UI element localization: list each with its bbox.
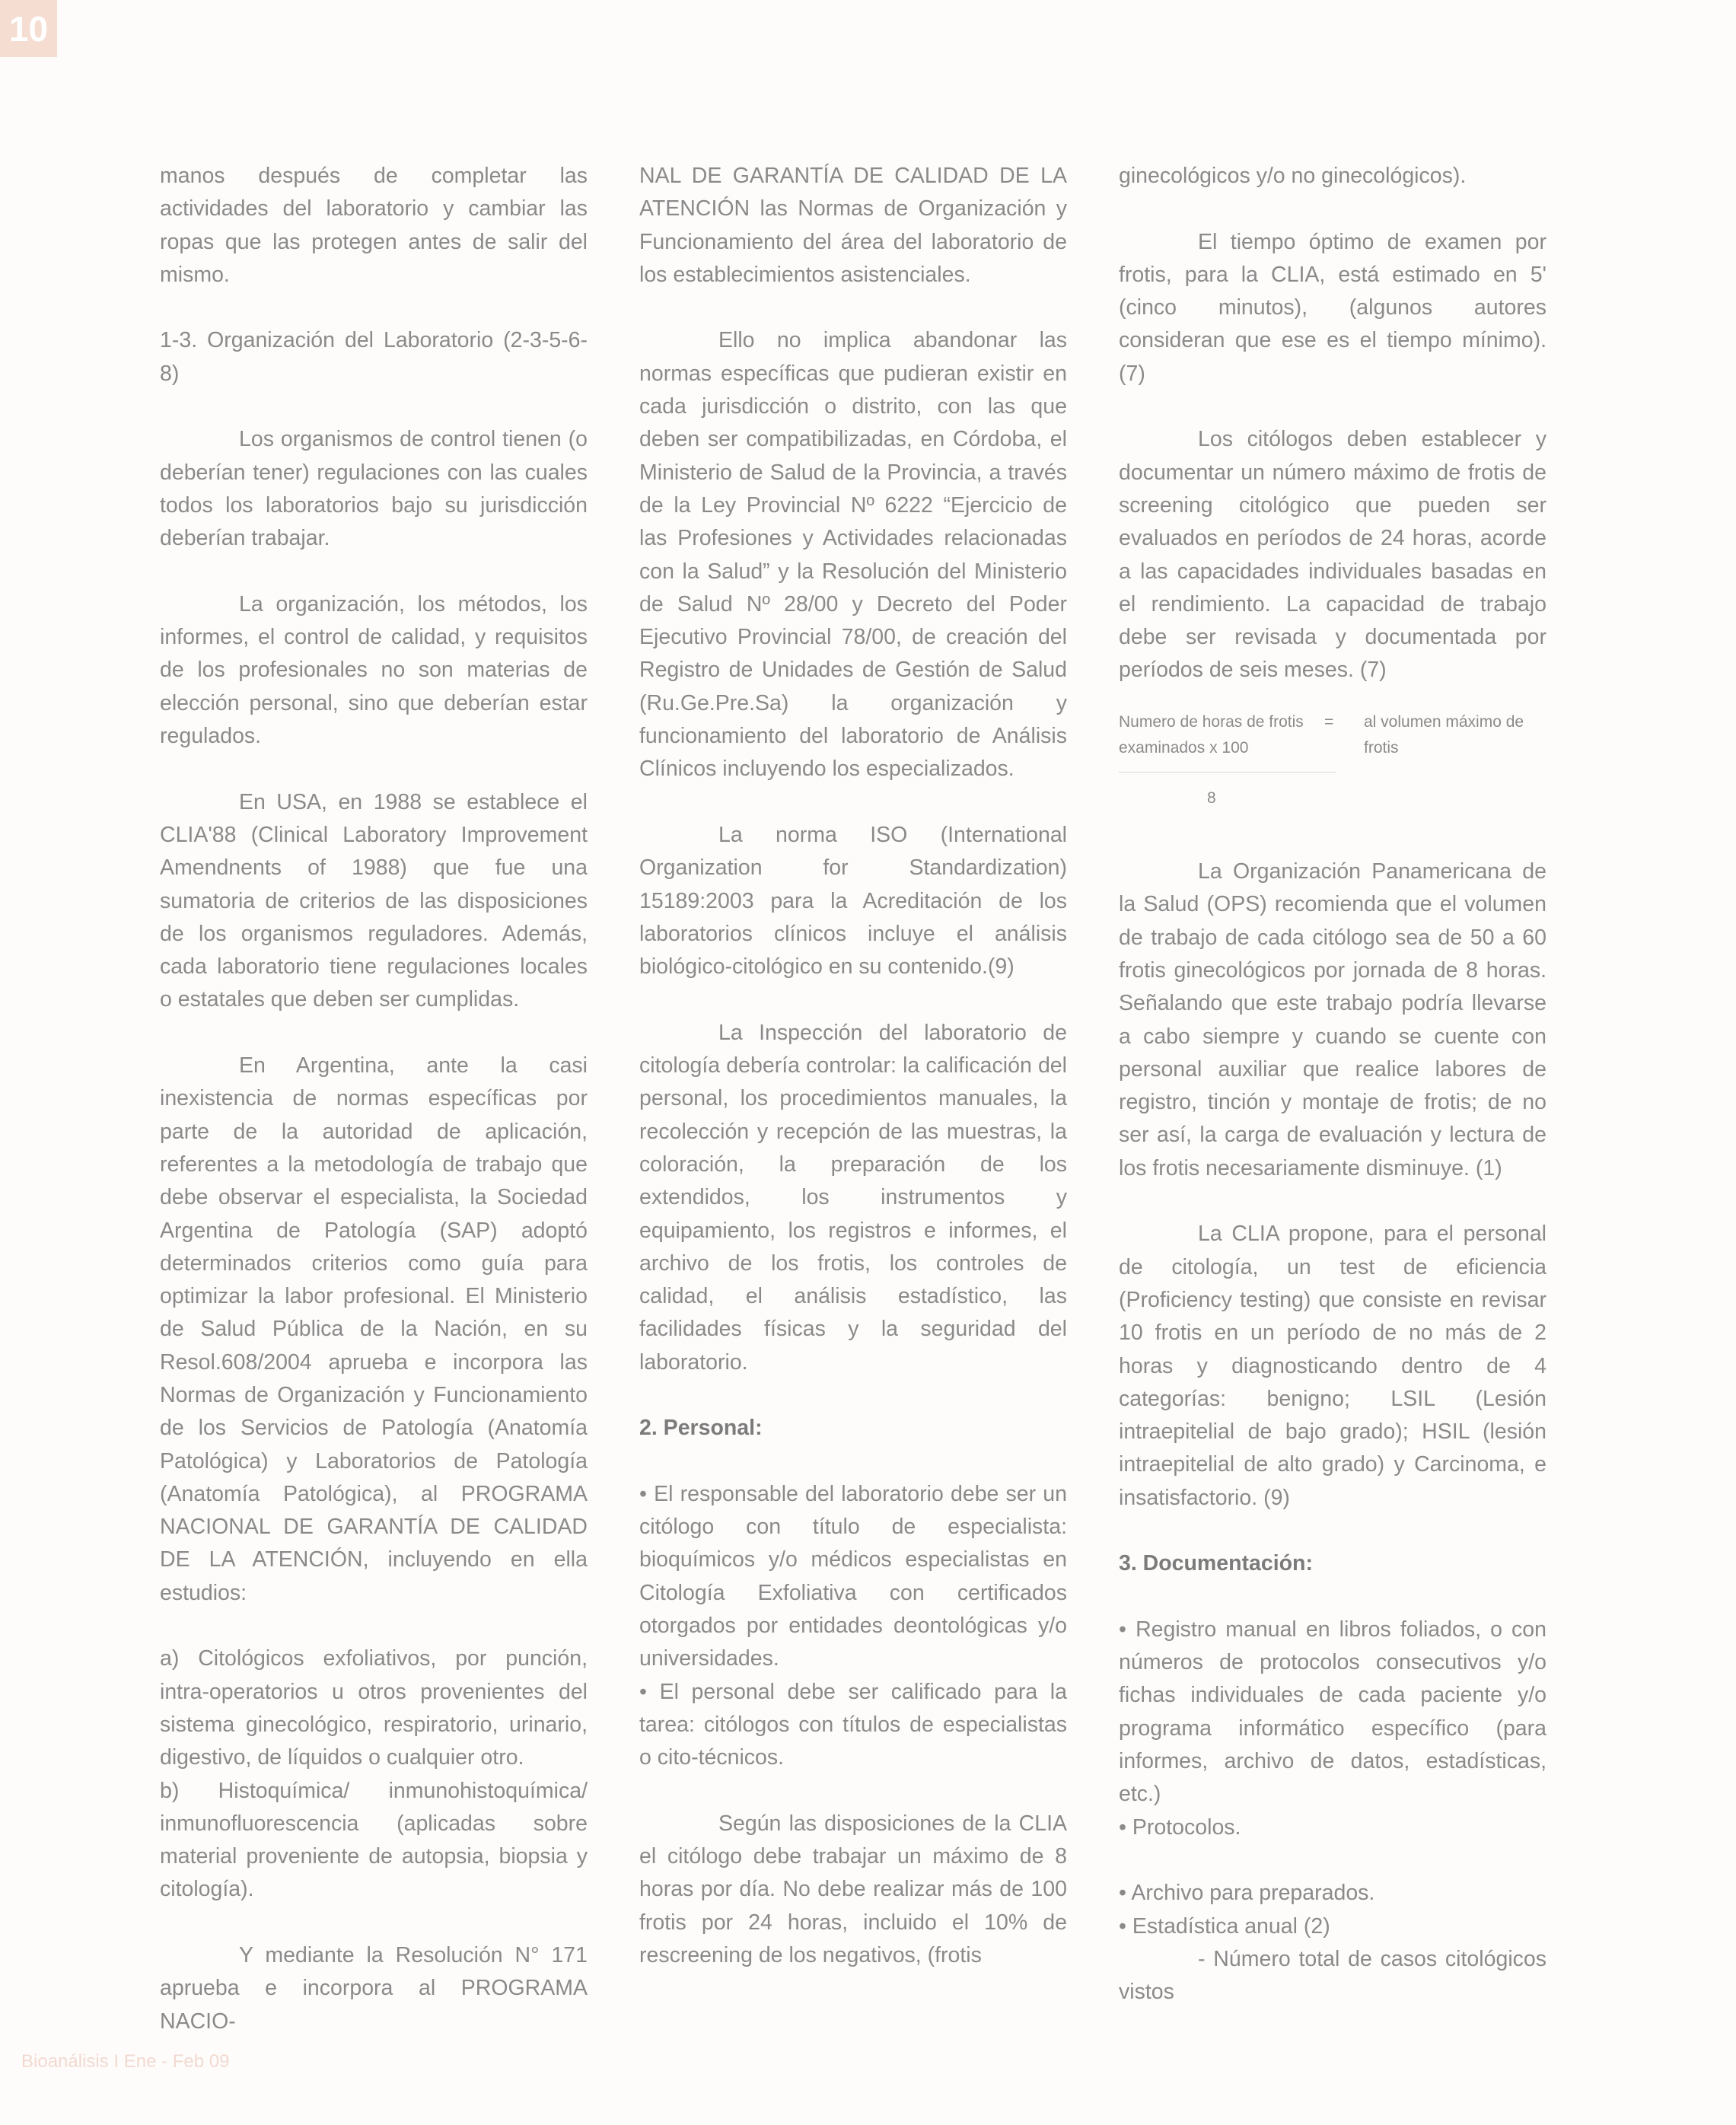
bullet-item: • Estadística anual (2) [1119,1913,1330,1939]
formula-equals: = [1324,713,1334,731]
paragraph: NAL DE GARANTÍA DE CALIDAD DE LA ATENCIÓN las Normas de Organización y Funcionamiento del área del laboratorio de los establecimientos asistenciales. [639,164,1067,287]
section-heading: 3. Documentación: [1119,1551,1313,1576]
bullet-item: • El responsable del laboratorio debe ser un citólogo con título de especialista: bioquímicos y/o médicos especialistas en Citología Exfoliativa con certificados otorgados por entidades deontológicas y/o universidades. [639,1481,1067,1671]
paragraph: Ello no implica abandonar las normas específicas que pudieran existir en cada jurisdicción o distrito, con las que deben ser compatibilizadas, en Córdoba, el Ministerio de Salud de la Provincia, a través de la Ley Provincial Nº 6222 “Ejercicio de las Profesiones y Actividades relacionadas con la Salud” y la Resolución del Ministerio de Salud Nº 28/00 y Decreto del Poder Ejecutivo Provincial 78/00, de creación del Registro de Unidades de Gestión de Salud (Ru.Ge.Pre.Sa) la organización y funcionamiento del laboratorio de Análisis Clínicos incluyendo los especializados. [639,328,1067,782]
formula [1119,709,1546,825]
bullet-item: • El personal debe ser calificado para la tarea: citólogos con títulos de especialistas o cito-técnicos. [639,1679,1067,1770]
paragraph: Los organismos de control tienen (o deberían tener) regulaciones con las cuales todos los laboratorios bajo su jurisdicción deberían trabajar. [160,427,588,551]
paragraph: La CLIA propone, para el personal de citología, un test de eficiencia (Proficiency testing) que consiste en revisar 10 frotis en un período de no más de 2 horas y diagnosticando dentro de 4 categorías: benigno; LSIL (Lesión intraepitelial de bajo grado); HSIL (lesión intraepitelial de alto grado) y Carcinoma, e insatisfactorio. (9) [1119,1222,1546,1510]
formula-denominator: 8 [1207,789,1216,808]
formula-result: al volumen máximo de frotis [1364,713,1524,757]
list-item: a) Citológicos exfoliativos, por punción, intra-operatorios u otros provenientes del sistema ginecológico, respiratorio, urinario, digestivo, de líquidos o cualquier otro. [160,1646,588,1770]
bullet-item: • Archivo para preparados. [1119,1881,1375,1906]
section-heading: 1-3. Organización del Laboratorio (2-3-5-6-8) [160,328,588,386]
list-item: b) Histoquímica/ inmunohistoquímica/ inmunofluorescencia (aplicadas sobre material proveniente de autopsia, biopsia y citología). [160,1778,588,1902]
paragraph: ginecológicos y/o no ginecológicos). [1119,164,1467,188]
paragraph: En USA, en 1988 se establece el CLIA'88 (Clinical Laboratory Improvement Amendnents of 1988) que fue una sumatoria de criterios de las disposiciones de los organismos reguladores. Además, cada laboratorio tiene regulaciones locales o estatales que deben ser cumplidas. [160,789,588,1012]
paragraph: Según las disposiciones de la CLIA el citólogo debe trabajar un máximo de 8 horas por día. No debe realizar más de 100 frotis por 24 horas, incluido el 10% de rescreening de los negativos, (frotis [639,1811,1067,1968]
footer-publication: Bioanálisis I Ene - Feb 09 [21,2051,230,2072]
column-1 [160,160,588,2071]
page-number: 10 [0,0,57,57]
paragraph: El tiempo óptimo de examen por frotis, para la CLIA, está estimado en 5' (cinco minutos), (algunos autores consideran que ese es el tiempo mínimo). (7) [1119,229,1546,386]
paragraph: En Argentina, ante la casi inexistencia de normas específicas por parte de la autoridad de aplicación, referentes a la metodología de trabajo que debe observar el especialista, la Sociedad Argentina de Patología (SAP) adoptó determinados criterios como guía para optimizar la labor profesional. El Ministerio de Salud Pública de la Nación, en su Resol.608/2004 aprueba e incorpora las Normas de Organización y Funcionamiento de los Servicios de Patología (Anatomía Patológica) y Laboratorios de Patología (Anatomía Patológica), al PROGRAMA NACIONAL DE GARANTÍA DE CALIDAD DE LA ATENCIÓN, incluyendo en ella estudios: [160,1053,588,1605]
bullet-item: • Protocolos. [1119,1814,1241,1840]
fraction-line [1119,772,1336,773]
paragraph: La norma ISO (International Organization for Standardization) 15189:2003 para la Acreditación de los laboratorios clínicos incluye el análisis biológico-citológico en su contenido.(9) [639,822,1067,980]
section-heading: 2. Personal: [639,1416,763,1441]
paragraph: Los citólogos deben establecer y documentar un número máximo de frotis de screening citológico que pueden ser evaluados en períodos de 24 horas, acorde a las capacidades individuales basadas en el rendimiento. La capacidad de trabajo debe ser revisada y documentada por períodos de seis meses. (7) [1119,427,1546,683]
paragraph: manos después de completar las actividades del laboratorio y cambiar las ropas que las protegen antes de salir del mismo. [160,164,588,287]
sub-item: - Número total de casos citológicos vistos [1119,1946,1546,2005]
column-2 [639,160,1067,2006]
paragraph: La Organización Panamericana de la Salud (OPS) recomienda que el volumen de trabajo de cada citólogo sea de 50 a 60 frotis ginecológicos por jornada de 8 horas. Señalando que este trabajo podría llevarse a cabo siempre y cuando se cuente con personal auxiliar que realice labores de registro, tinción y montaje de frotis; de no ser así, la carga de evaluación y lectura de los frotis necesariamente disminuye. (1) [1119,859,1546,1180]
bullet-item: • Registro manual en libros foliados, o con números de protocolos consecutivos y/o fichas individuales de cada paciente y/o programa informático específico (para informes, archivo de datos, estadísticas, etc.) [1119,1617,1546,1807]
formula-numerator: Numero de horas de frotis examinados x 100 [1119,713,1304,757]
paragraph: Y mediante la Resolución N° 171 aprueba e incorpora al PROGRAMA NACIO- [160,1943,588,2034]
column-3 [1119,160,1546,2009]
paragraph: La Inspección del laboratorio de citología debería controlar: la calificación del personal, los procedimientos manuales, la recolección y recepción de las muestras, la coloración, la preparación de los extendidos, los instrumentos y equipamiento, los registros e informes, el archivo de los frotis, los controles de calidad, el análisis estadístico, las facilidades físicas y la seguridad del laboratorio. [639,1020,1067,1375]
paragraph: La organización, los métodos, los informes, el control de calidad, y requisitos de los profesionales no son materias de elección personal, sino que deberían estar regulados. [160,591,588,749]
